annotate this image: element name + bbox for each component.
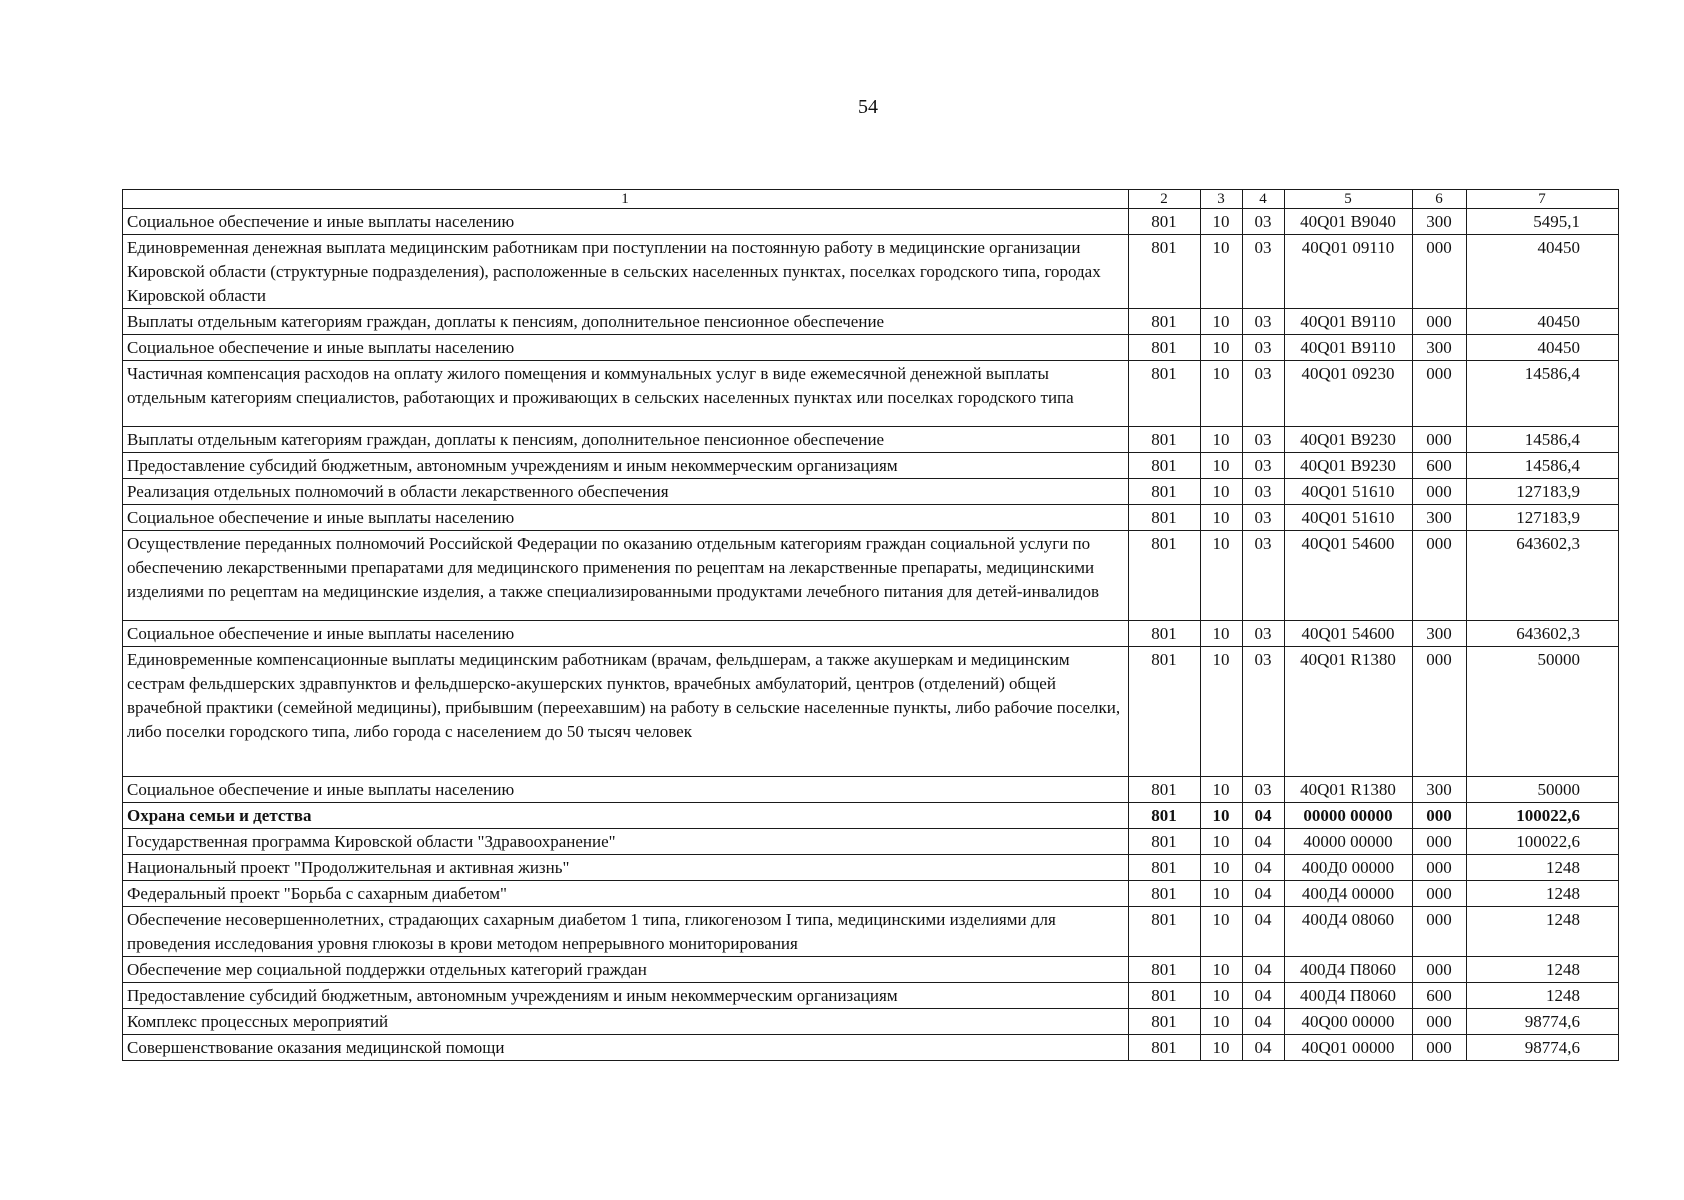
row-department-code: 801 (1129, 957, 1201, 983)
row-expense-type-code: 300 (1413, 777, 1467, 803)
row-description: Предоставление субсидий бюджетным, автономным учреждениям и иным некоммерческим организациям (123, 453, 1129, 479)
row-department-code: 801 (1129, 983, 1201, 1009)
row-expense-type-code: 300 (1413, 209, 1467, 235)
column-header: 4 (1243, 190, 1285, 209)
row-section-code: 10 (1201, 361, 1243, 427)
row-department-code: 801 (1129, 803, 1201, 829)
row-amount: 5495,1 (1467, 209, 1619, 235)
row-target-article-code: 40Q01 R1380 (1285, 647, 1413, 777)
row-subsection-code: 03 (1243, 531, 1285, 621)
table-row (123, 309, 1619, 335)
row-amount: 100022,6 (1467, 803, 1619, 829)
table-row (123, 361, 1619, 427)
row-department-code: 801 (1129, 829, 1201, 855)
row-expense-type-code: 600 (1413, 453, 1467, 479)
row-subsection-code: 03 (1243, 235, 1285, 309)
row-section-code: 10 (1201, 453, 1243, 479)
table-row (123, 427, 1619, 453)
row-target-article-code: 40Q01 B9110 (1285, 309, 1413, 335)
row-description: Единовременные компенсационные выплаты медицинским работникам (врачам, фельдшерам, а также акушеркам и медицинским сестрам фельдшерских здравпунктов и фельдшерско-акушерских пунктов, врачебных амбулаторий, центров (отделений) общей врачебной практики (семейной медицины), прибывшим (переехавшим) на работу в сельские населенные пункты, либо рабочие поселки, либо поселки городского типа, либо города с населением до 50 тысяч человек (123, 647, 1129, 777)
row-expense-type-code: 300 (1413, 505, 1467, 531)
row-amount: 98774,6 (1467, 1009, 1619, 1035)
row-description: Федеральный проект "Борьба с сахарным диабетом" (123, 881, 1129, 907)
row-target-article-code: 400Д0 00000 (1285, 855, 1413, 881)
row-subsection-code: 04 (1243, 881, 1285, 907)
table-row (123, 621, 1619, 647)
row-expense-type-code: 000 (1413, 531, 1467, 621)
row-department-code: 801 (1129, 335, 1201, 361)
table-header-row (123, 190, 1619, 209)
table-row (123, 235, 1619, 309)
row-expense-type-code: 000 (1413, 427, 1467, 453)
row-target-article-code: 40Q01 B9040 (1285, 209, 1413, 235)
row-expense-type-code: 000 (1413, 309, 1467, 335)
row-description: Социальное обеспечение и иные выплаты населению (123, 505, 1129, 531)
row-department-code: 801 (1129, 531, 1201, 621)
row-description: Государственная программа Кировской области "Здравоохранение" (123, 829, 1129, 855)
row-target-article-code: 40Q01 51610 (1285, 479, 1413, 505)
table-row (123, 777, 1619, 803)
row-target-article-code: 40Q01 B9230 (1285, 427, 1413, 453)
row-description: Обеспечение несовершеннолетних, страдающих сахарным диабетом 1 типа, гликогенозом I типа, медицинскими изделиями для проведения исследования уровня глюкозы в крови методом непрерывного мониторирования (123, 907, 1129, 957)
row-amount: 50000 (1467, 777, 1619, 803)
row-expense-type-code: 000 (1413, 907, 1467, 957)
row-target-article-code: 00000 00000 (1285, 803, 1413, 829)
budget-table (122, 189, 1619, 1061)
row-subsection-code: 03 (1243, 621, 1285, 647)
row-section-code: 10 (1201, 335, 1243, 361)
row-amount: 643602,3 (1467, 621, 1619, 647)
page-number: 54 (858, 96, 878, 118)
row-target-article-code: 400Д4 00000 (1285, 881, 1413, 907)
row-subsection-code: 03 (1243, 335, 1285, 361)
row-subsection-code: 04 (1243, 829, 1285, 855)
table-row (123, 531, 1619, 621)
row-amount: 100022,6 (1467, 829, 1619, 855)
row-section-code: 10 (1201, 647, 1243, 777)
row-subsection-code: 03 (1243, 505, 1285, 531)
row-amount: 1248 (1467, 957, 1619, 983)
column-header: 6 (1413, 190, 1467, 209)
row-expense-type-code: 000 (1413, 361, 1467, 427)
row-department-code: 801 (1129, 881, 1201, 907)
row-section-code: 10 (1201, 957, 1243, 983)
row-section-code: 10 (1201, 479, 1243, 505)
row-expense-type-code: 000 (1413, 1009, 1467, 1035)
row-description: Частичная компенсация расходов на оплату жилого помещения и коммунальных услуг в виде ежемесячной денежной выплаты отдельным категориям специалистов, работающих и проживающих в сельских населенных пунктах или поселках городского типа (123, 361, 1129, 427)
row-target-article-code: 40Q01 00000 (1285, 1035, 1413, 1061)
row-subsection-code: 03 (1243, 361, 1285, 427)
row-description: Осуществление переданных полномочий Российской Федерации по оказанию отдельным категориям граждан социальной услуги по обеспечению лекарственными препаратами для медицинского применения по рецептам на лекарственные препараты, медицинскими изделиями по рецептам на медицинские изделия, а также специализированными продуктами лечебного питания для детей-инвалидов (123, 531, 1129, 621)
row-target-article-code: 40Q01 R1380 (1285, 777, 1413, 803)
table-row (123, 209, 1619, 235)
row-section-code: 10 (1201, 881, 1243, 907)
row-section-code: 10 (1201, 209, 1243, 235)
column-header: 2 (1129, 190, 1201, 209)
row-expense-type-code: 000 (1413, 235, 1467, 309)
row-description: Выплаты отдельным категориям граждан, доплаты к пенсиям, дополнительное пенсионное обеспечение (123, 309, 1129, 335)
row-expense-type-code: 000 (1413, 803, 1467, 829)
row-department-code: 801 (1129, 777, 1201, 803)
row-department-code: 801 (1129, 235, 1201, 309)
row-description: Комплекс процессных мероприятий (123, 1009, 1129, 1035)
table-row (123, 453, 1619, 479)
row-expense-type-code: 300 (1413, 621, 1467, 647)
row-target-article-code: 40Q01 54600 (1285, 531, 1413, 621)
row-department-code: 801 (1129, 647, 1201, 777)
row-description: Социальное обеспечение и иные выплаты населению (123, 209, 1129, 235)
row-section-code: 10 (1201, 531, 1243, 621)
row-amount: 1248 (1467, 983, 1619, 1009)
table-row (123, 907, 1619, 957)
row-subsection-code: 04 (1243, 803, 1285, 829)
row-expense-type-code: 300 (1413, 335, 1467, 361)
row-description: Предоставление субсидий бюджетным, автономным учреждениям и иным некоммерческим организациям (123, 983, 1129, 1009)
row-subsection-code: 03 (1243, 453, 1285, 479)
row-target-article-code: 40Q00 00000 (1285, 1009, 1413, 1035)
row-subsection-code: 03 (1243, 777, 1285, 803)
row-subsection-code: 04 (1243, 1009, 1285, 1035)
row-target-article-code: 40Q01 54600 (1285, 621, 1413, 647)
row-section-code: 10 (1201, 505, 1243, 531)
row-description: Национальный проект "Продолжительная и активная жизнь" (123, 855, 1129, 881)
row-amount: 98774,6 (1467, 1035, 1619, 1061)
row-department-code: 801 (1129, 1035, 1201, 1061)
row-section-code: 10 (1201, 427, 1243, 453)
row-amount: 40450 (1467, 235, 1619, 309)
row-department-code: 801 (1129, 1009, 1201, 1035)
row-expense-type-code: 600 (1413, 983, 1467, 1009)
row-description: Обеспечение мер социальной поддержки отдельных категорий граждан (123, 957, 1129, 983)
row-description: Социальное обеспечение и иные выплаты населению (123, 621, 1129, 647)
row-amount: 643602,3 (1467, 531, 1619, 621)
row-section-code: 10 (1201, 235, 1243, 309)
row-department-code: 801 (1129, 855, 1201, 881)
table-row (123, 829, 1619, 855)
row-section-code: 10 (1201, 621, 1243, 647)
table-row (123, 1009, 1619, 1035)
row-subsection-code: 04 (1243, 907, 1285, 957)
table-row (123, 881, 1619, 907)
row-description: Охрана семьи и детства (123, 803, 1129, 829)
row-description: Единовременная денежная выплата медицинским работникам при поступлении на постоянную работу в медицинские организации Кировской области (структурные подразделения), расположенные в сельских населенных пунктах, поселках городского типа, городах Кировской области (123, 235, 1129, 309)
row-amount: 14586,4 (1467, 427, 1619, 453)
table-row (123, 803, 1619, 829)
row-department-code: 801 (1129, 209, 1201, 235)
row-amount: 50000 (1467, 647, 1619, 777)
row-subsection-code: 03 (1243, 647, 1285, 777)
row-amount: 14586,4 (1467, 453, 1619, 479)
row-target-article-code: 400Д4 П8060 (1285, 983, 1413, 1009)
row-expense-type-code: 000 (1413, 855, 1467, 881)
row-amount: 1248 (1467, 881, 1619, 907)
row-description: Социальное обеспечение и иные выплаты населению (123, 335, 1129, 361)
row-subsection-code: 04 (1243, 957, 1285, 983)
row-target-article-code: 40Q01 51610 (1285, 505, 1413, 531)
row-subsection-code: 04 (1243, 855, 1285, 881)
row-section-code: 10 (1201, 777, 1243, 803)
row-department-code: 801 (1129, 505, 1201, 531)
row-amount: 1248 (1467, 855, 1619, 881)
table-row (123, 983, 1619, 1009)
row-section-code: 10 (1201, 855, 1243, 881)
row-subsection-code: 03 (1243, 309, 1285, 335)
row-target-article-code: 40Q01 B9230 (1285, 453, 1413, 479)
row-subsection-code: 03 (1243, 427, 1285, 453)
table-row (123, 855, 1619, 881)
column-header: 3 (1201, 190, 1243, 209)
row-department-code: 801 (1129, 479, 1201, 505)
row-subsection-code: 03 (1243, 479, 1285, 505)
row-subsection-code: 04 (1243, 983, 1285, 1009)
row-section-code: 10 (1201, 983, 1243, 1009)
row-expense-type-code: 000 (1413, 647, 1467, 777)
row-expense-type-code: 000 (1413, 957, 1467, 983)
table-row (123, 957, 1619, 983)
row-expense-type-code: 000 (1413, 829, 1467, 855)
row-target-article-code: 40Q01 09110 (1285, 235, 1413, 309)
row-expense-type-code: 000 (1413, 881, 1467, 907)
row-section-code: 10 (1201, 829, 1243, 855)
row-expense-type-code: 000 (1413, 479, 1467, 505)
row-department-code: 801 (1129, 907, 1201, 957)
row-target-article-code: 400Д4 08060 (1285, 907, 1413, 957)
row-section-code: 10 (1201, 309, 1243, 335)
row-section-code: 10 (1201, 1009, 1243, 1035)
column-header: 1 (123, 190, 1129, 209)
row-description: Выплаты отдельным категориям граждан, доплаты к пенсиям, дополнительное пенсионное обеспечение (123, 427, 1129, 453)
row-section-code: 10 (1201, 803, 1243, 829)
row-amount: 40450 (1467, 335, 1619, 361)
row-description: Совершенствование оказания медицинской помощи (123, 1035, 1129, 1061)
column-header: 5 (1285, 190, 1413, 209)
row-department-code: 801 (1129, 309, 1201, 335)
table-row (123, 335, 1619, 361)
table-row (123, 479, 1619, 505)
row-subsection-code: 03 (1243, 209, 1285, 235)
row-amount: 1248 (1467, 907, 1619, 957)
row-amount: 14586,4 (1467, 361, 1619, 427)
row-expense-type-code: 000 (1413, 1035, 1467, 1061)
row-amount: 40450 (1467, 309, 1619, 335)
row-department-code: 801 (1129, 453, 1201, 479)
row-department-code: 801 (1129, 361, 1201, 427)
row-target-article-code: 40000 00000 (1285, 829, 1413, 855)
row-amount: 127183,9 (1467, 505, 1619, 531)
row-department-code: 801 (1129, 427, 1201, 453)
row-section-code: 10 (1201, 1035, 1243, 1061)
row-target-article-code: 400Д4 П8060 (1285, 957, 1413, 983)
row-target-article-code: 40Q01 09230 (1285, 361, 1413, 427)
row-department-code: 801 (1129, 621, 1201, 647)
row-description: Реализация отдельных полномочий в области лекарственного обеспечения (123, 479, 1129, 505)
table-row (123, 1035, 1619, 1061)
row-subsection-code: 04 (1243, 1035, 1285, 1061)
row-description: Социальное обеспечение и иные выплаты населению (123, 777, 1129, 803)
row-target-article-code: 40Q01 B9110 (1285, 335, 1413, 361)
row-section-code: 10 (1201, 907, 1243, 957)
row-amount: 127183,9 (1467, 479, 1619, 505)
table-row (123, 505, 1619, 531)
column-header: 7 (1467, 190, 1619, 209)
table-row (123, 647, 1619, 777)
